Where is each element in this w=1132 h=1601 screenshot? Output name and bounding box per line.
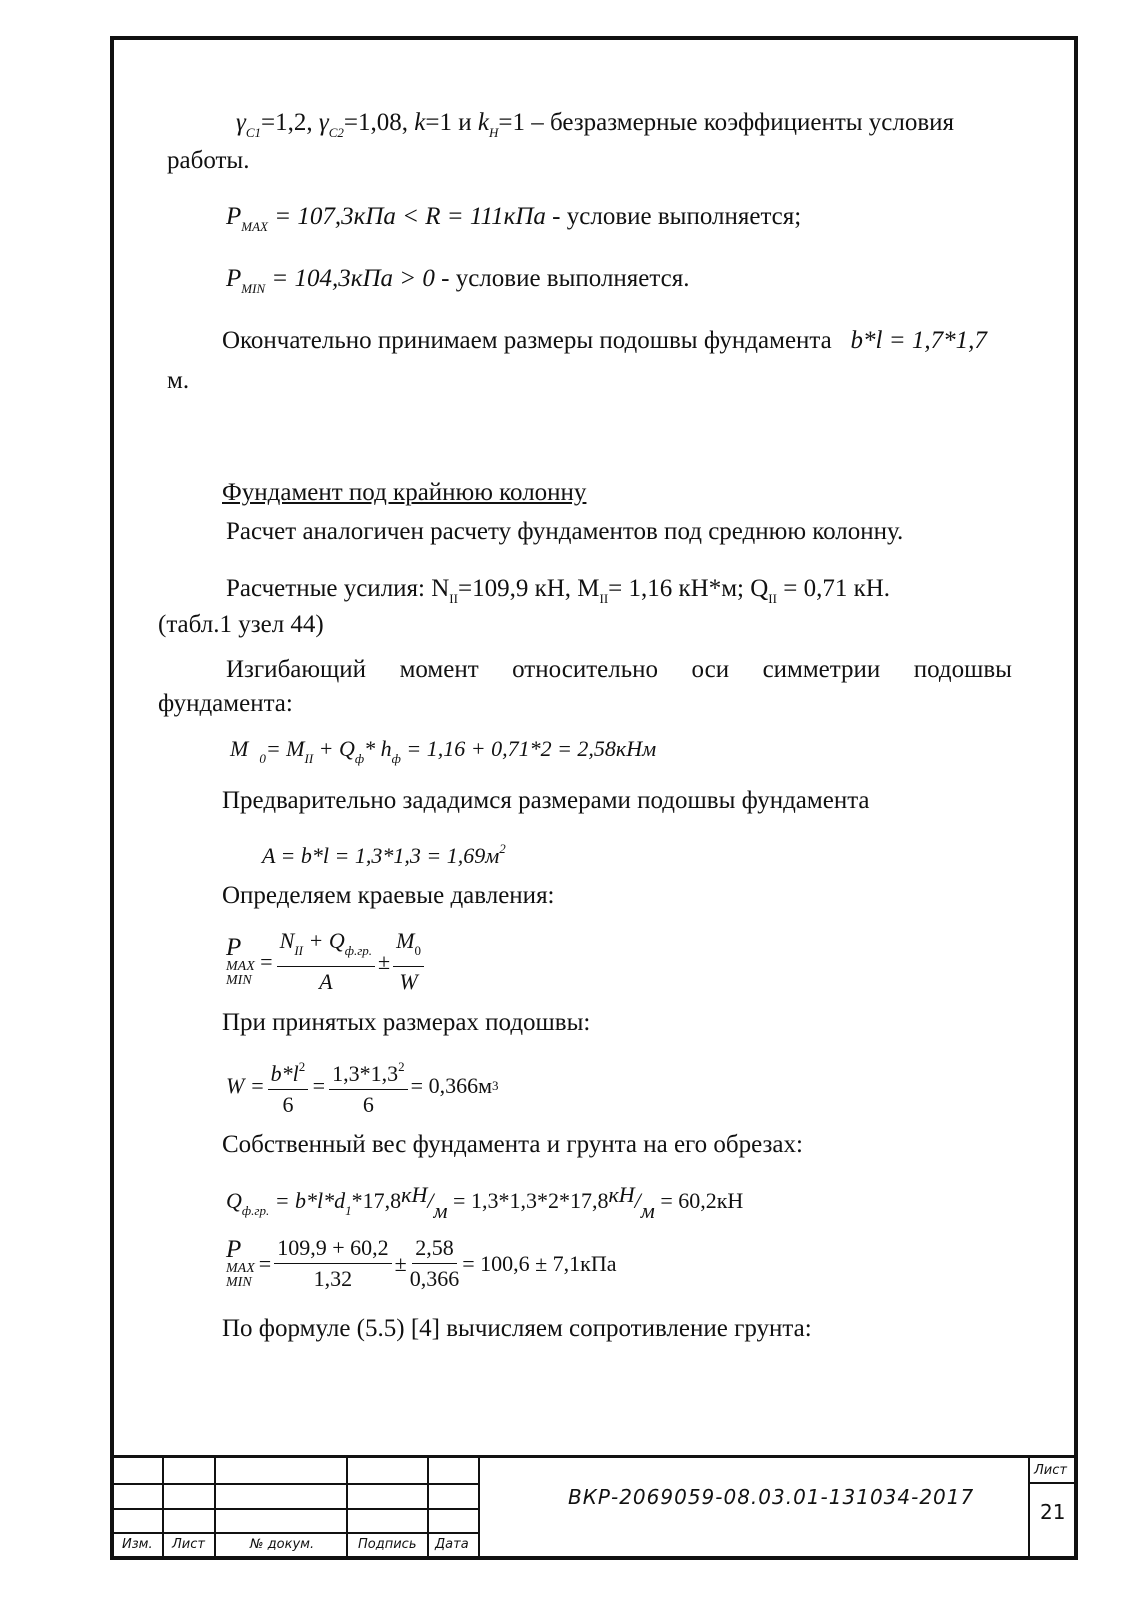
pmin-condition: $P_{MIN} = 104,3кПа > 0$ - условие выполняется. [226, 265, 690, 296]
analog-text: Расчет аналогичен расчету фундаментов под среднюю колонну. [226, 518, 904, 545]
col-list: Лист [172, 1537, 205, 1552]
title-block [110, 1455, 1078, 1560]
m0-formula: M $_0= M_{II} + Q_ф*$ $h_ф = 1,16 + 0,71*2 = 2,58кНм$ [230, 736, 657, 766]
moment-cont: фундамента: [158, 690, 293, 717]
table-ref: (табл.1 узел 44) [158, 611, 324, 638]
weight-text: Собственный вес фундамента и грунта на его обрезах: [222, 1131, 803, 1158]
gamma-c2-symbol: γ [318, 109, 329, 136]
edge-text: Определяем краевые давления: [222, 882, 555, 909]
area-formula: $A = b*l = 1,3*1,3 = 1,69м^2$ [262, 841, 506, 868]
w-formula: W = $\frac{b*l^2}{6}$ = $\frac{1,3*1,3^2}{6}$ = 0,366м 3 [226, 1054, 499, 1118]
gamma-c1-symbol: γ [236, 109, 246, 136]
section-heading: Фундамент под крайнюю колонну [222, 479, 587, 506]
q-formula: $Q_{ф.гр.} = b*l*d_1*17,8кН/м = 1,3*1,3*2*17,8кН/м = 60,2кН$ [226, 1182, 744, 1223]
document-number: ВКР-2069059-08.03.01-131034-2017 [568, 1485, 975, 1509]
coefficients-cont: работы. [167, 147, 250, 174]
final-size-unit: м. [167, 367, 190, 394]
col-izm: Изм. [122, 1537, 153, 1552]
col-dokum: № докум. [250, 1537, 315, 1552]
final-size-line: Окончательно принимаем размеры подошвы фундамента b*l = 1,7*1,7 [222, 327, 987, 354]
pressure-result-formula: P MAX MIN = $\frac{109,9 + 60,2}{1,32}$ ± $\frac{2,58}{0,366}$ = 100,6 ± 7,1кПа [226, 1235, 617, 1291]
forces-line: Расчетные усилия: $N_{II}=109,9$ кН, $M_{II}= 1,16$ кН*м; $Q_{II} = 0,71$ кН. [226, 575, 891, 606]
edge-pressure-formula: P MAX MIN = $\frac{N_{II} + Q_{ф.гр.}}{A}$ ± $\frac{M_0}{W}$ [226, 928, 427, 995]
col-data: Дата [435, 1537, 469, 1552]
prelim-text: Предварительно зададимся размерами подошвы фундамента [222, 787, 870, 814]
formula-ref-text: По формуле (5.5) [4] вычисляем сопротивление грунта: [222, 1315, 812, 1342]
col-podpis: Подпись [358, 1537, 417, 1552]
accepted-text: При принятых размерах подошвы: [222, 1009, 591, 1036]
moment-line: Изгибающий момент относительно оси симметрии подошвы [226, 656, 1012, 683]
sheet-label: Лист [1034, 1463, 1067, 1478]
coefficients-line: $\gamma_{C1}=1,2$, $\gamma_{C2}=1,08$, k=1 и $k_Н=1$ – безразмерные коэффициенты условия [236, 109, 955, 140]
pmax-condition: $P_{MAX} = 107,3кПа < R = 111кПа$ - условие выполняется; [226, 203, 802, 234]
sheet-number: 21 [1040, 1500, 1066, 1524]
